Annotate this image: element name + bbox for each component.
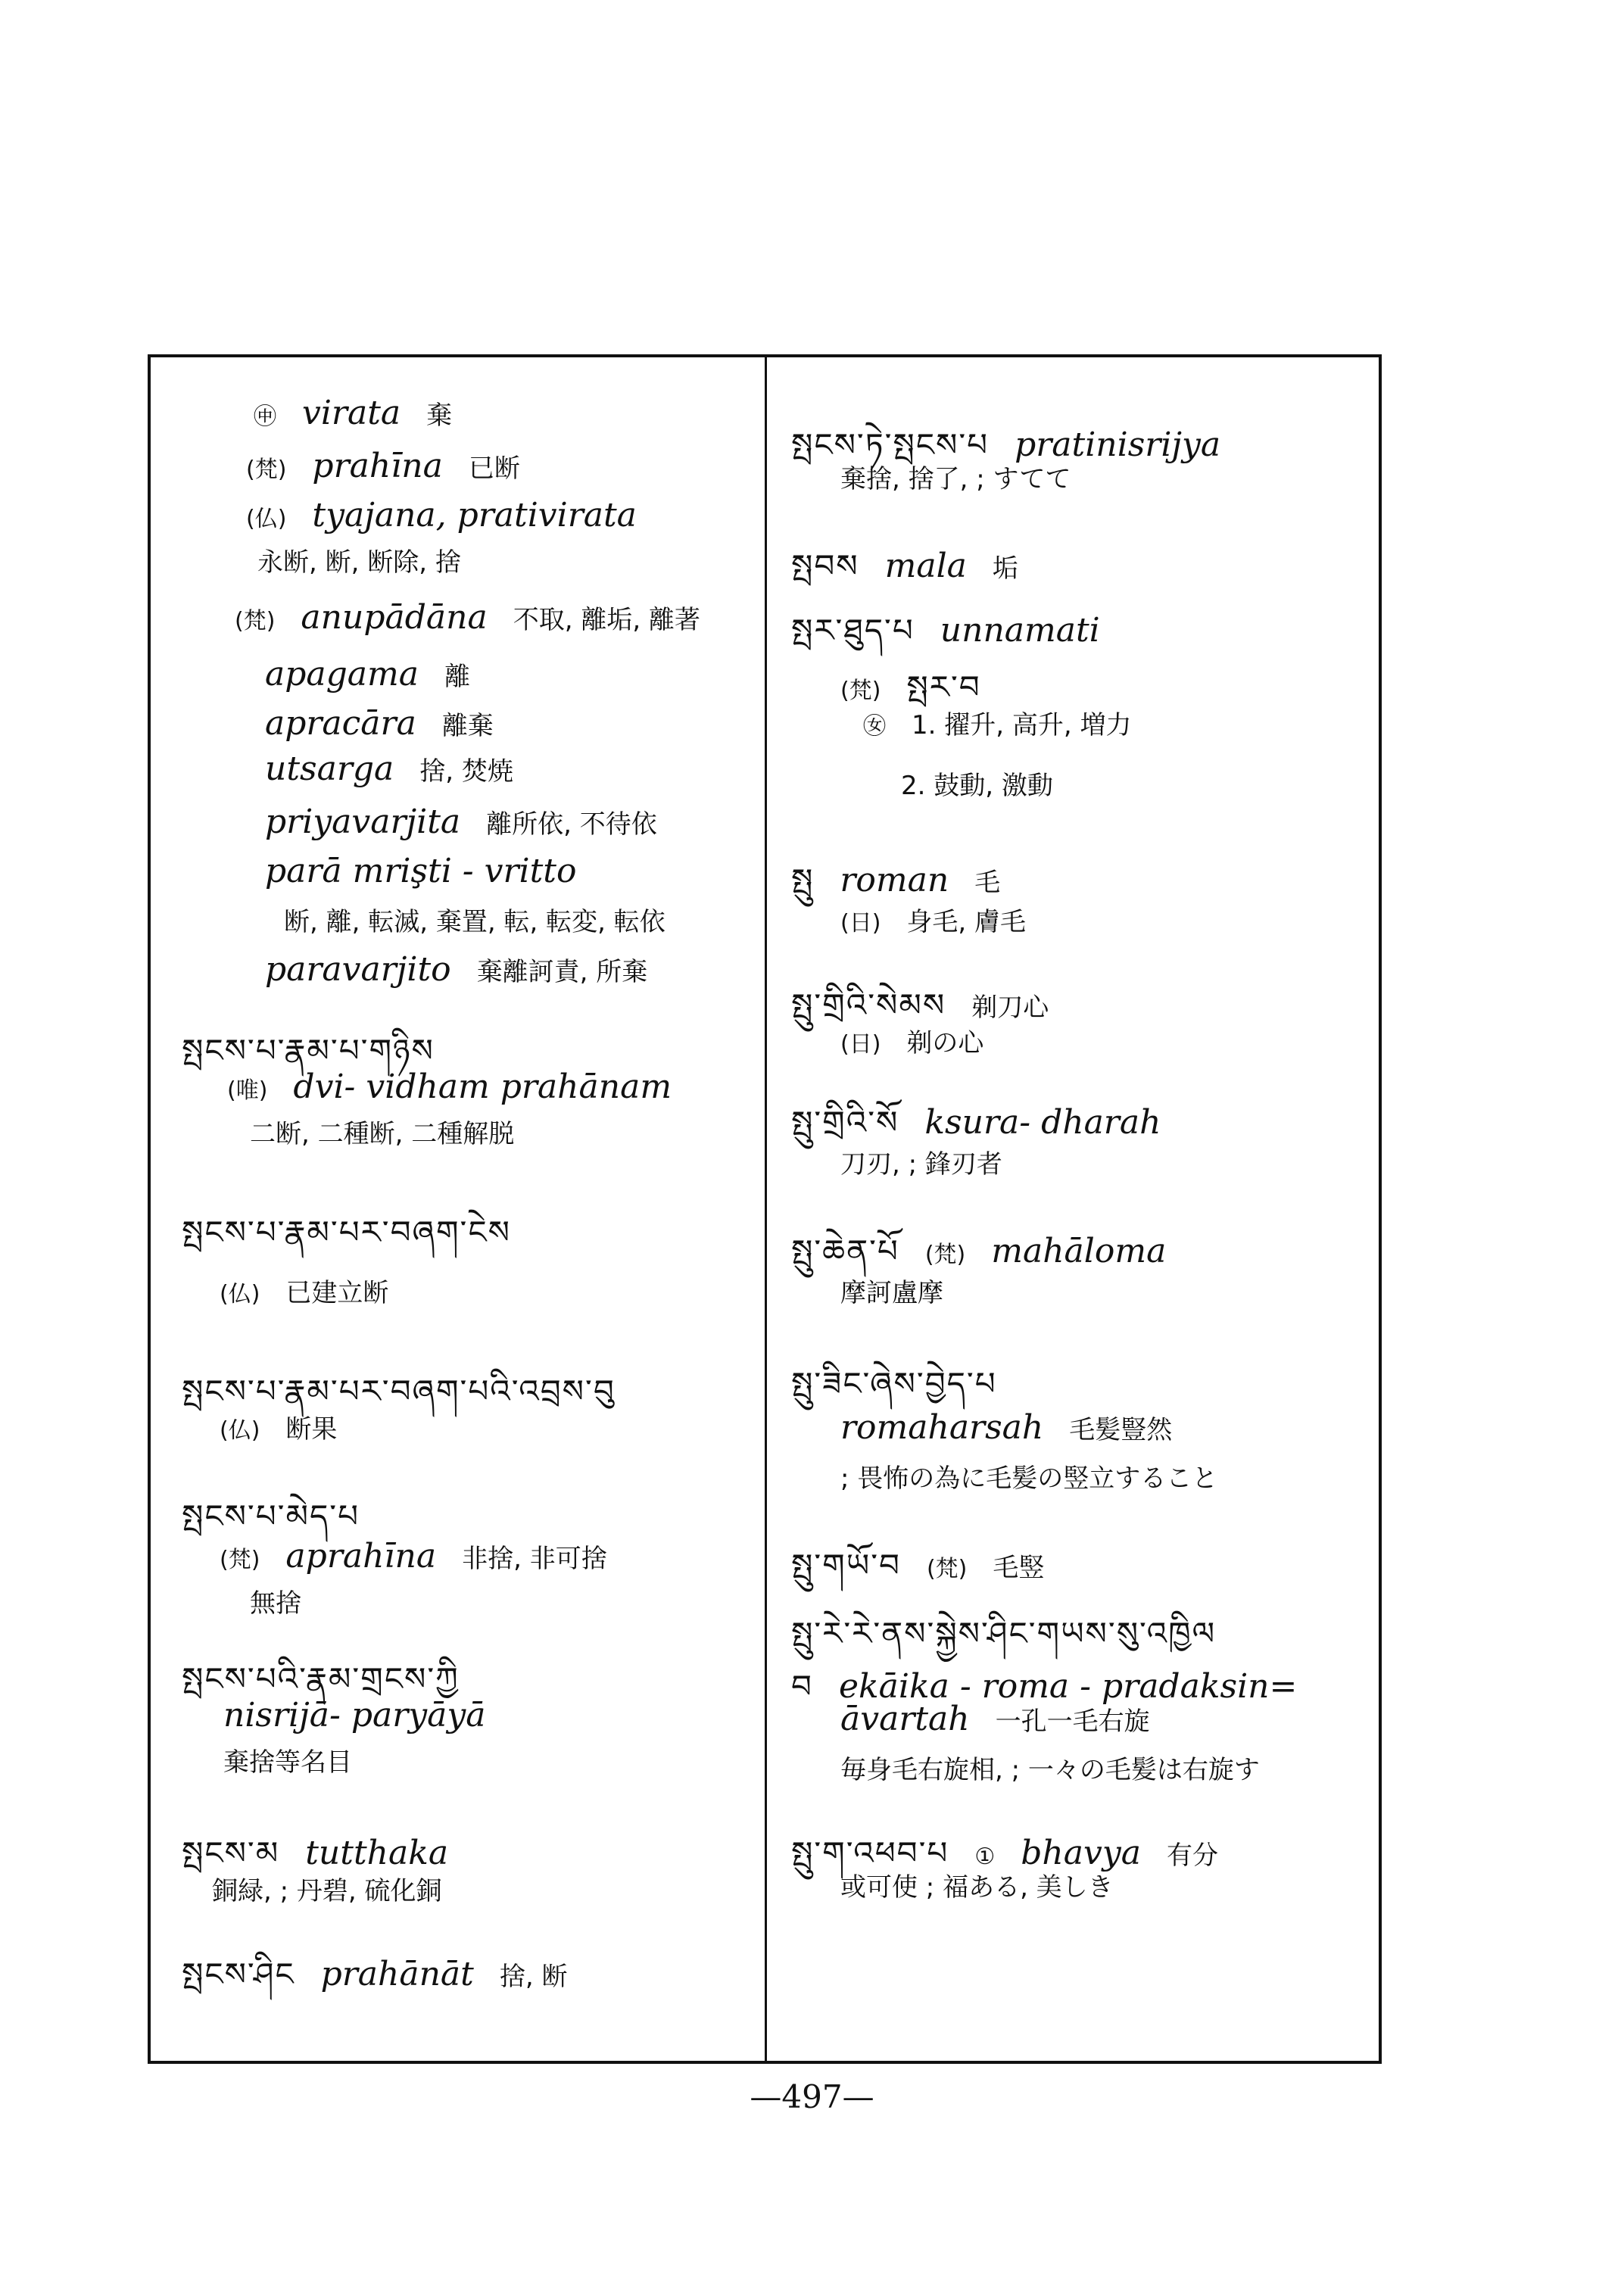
left-entry-line [250,1582,327,1619]
japanese-gloss: 毎身毛右旋相, ; 一々の毛髪は右旋す [840,1755,1260,1785]
left-entry-line [223,1741,378,1778]
tibetan-headword: སྤངས་པ་རྣམ་པ་གཉིས [182,1032,435,1069]
tibetan-headword: སྤངས་པ་རྣམ་པར་བཞག་པའི་འབྲས་བུ [182,1373,616,1410]
japanese-gloss: 有分 [1166,1840,1218,1871]
japanese-gloss: 1. 擢升, 高升, 増力 [912,710,1132,740]
right-entry-line [840,458,1097,495]
japanese-gloss: 剃の心 [906,1028,984,1058]
japanese-gloss: 銅緑, ; 丹碧, 硫化銅 [212,1876,442,1906]
column-divider [765,354,767,2064]
left-entry-line [223,1696,511,1735]
right-entry-line [901,765,1079,802]
sanskrit-term: aprahīna [285,1537,437,1576]
source-marker: (梵) [926,1556,968,1582]
left-entry-line [265,750,539,788]
tibetan-headword: སྤུ་ཆེན་པོ [791,1233,899,1270]
right-entry-line [840,901,1052,938]
japanese-gloss: 永断, 断, 断除, 捨 [257,547,461,578]
source-marker: (梵) [246,457,287,483]
japanese-gloss: 已断 [468,454,520,484]
left-entry-line [227,1068,697,1106]
left-entry-line [250,1113,540,1150]
tibetan-headword: སྤངས་མ [182,1834,280,1872]
tibetan-headword: སྤབས [791,547,859,584]
left-entry-line [257,541,487,578]
japanese-gloss: 已建立断 [285,1278,389,1308]
sanskrit-term: parā mrişti - vritto [265,852,577,890]
left-entry-line [284,901,691,938]
japanese-gloss: 毛竪 [993,1553,1045,1583]
right-entry-line [840,1022,1009,1059]
japanese-gloss: 一孔一毛右旋 [995,1706,1150,1737]
page-number: —497— [750,2078,874,2115]
japanese-gloss: 二断, 二種断, 二種解脱 [250,1119,515,1149]
right-entry-line [840,1143,1028,1180]
japanese-gloss: 身毛, 膚毛 [906,907,1027,937]
japanese-gloss: 棄離訶責, 所棄 [476,957,648,987]
right-entry-line [840,1272,969,1309]
right-entry-line [840,1866,1139,1903]
japanese-gloss: 摩訶盧摩 [840,1278,943,1308]
sanskrit-term: paravarjito [265,950,451,989]
sanskrit-term: utsarga [265,750,394,788]
sanskrit-term: apracāra [265,704,416,743]
tibetan-headword: སྤར་ཐུད་པ [791,612,915,649]
source-marker: (唯) [227,1077,268,1104]
tibetan-headword: སྤངས་ཏེ་སྤངས་པ [791,426,990,463]
sanskrit-term: prahānāt [320,1955,474,1993]
left-entry-line [246,496,662,535]
source-marker: (仏) [220,1417,260,1444]
japanese-gloss: 捨, 焚焼 [419,756,513,787]
sanskrit-term: prahīna [312,447,443,485]
sanskrit-term: roman [840,861,949,899]
source-marker: (仏) [220,1281,260,1308]
tibetan-headword: སྤུ་རེ་རེ་ནས་སྐྱེས་ཤིང་གཡས་སུ་འཁྱིལ [791,1615,1217,1652]
tibetan-headword: སྤངས་ཤིང [182,1956,295,1993]
japanese-gloss: 断, 離, 転滅, 棄置, 転, 転変, 転依 [284,907,665,937]
source-marker: ㊥ [254,404,276,430]
sanskrit-term: dvi- vidham prahānam [293,1068,672,1106]
japanese-gloss: 離 [444,662,470,692]
sanskrit-term: unnamati [940,611,1100,650]
japanese-gloss: 2. 鼓動, 激動 [901,771,1053,801]
tibetan-headword: སྤུ་ག་འཕབ་པ [791,1834,949,1872]
sanskrit-term: mahāloma [991,1232,1167,1270]
japanese-gloss: 毛 [974,868,1001,898]
sanskrit-term: apagama [265,655,419,693]
left-entry-line [246,447,546,485]
left-entry-line [182,1938,593,2028]
left-entry-line [220,1272,414,1309]
tibetan-headword: སྤངས་པ་མེད་པ [182,1498,360,1535]
japanese-gloss: 剃刀心 [971,993,1049,1023]
japanese-gloss: 棄 [426,401,453,431]
japanese-gloss: 或可使 ; 福ある, 美しき [840,1872,1114,1903]
source-marker: ① [974,1844,996,1870]
tibetan-headword: སྤུ་གྲིའི་སོ [791,1104,899,1141]
sanskrit-term: ksura- dharah [924,1103,1161,1142]
tibetan-headword: སྤུ་གཡོ་བ [791,1547,901,1584]
sanskrit-term: ekāika - roma - pradaksin= [838,1667,1298,1706]
tibetan-headword: སྤུ་ཟིང་ཞེས་བྱེད་པ [791,1365,997,1402]
tibetan-headword: སྤངས་པ་རྣམ་པར་བཞག་ངེས [182,1214,511,1251]
japanese-gloss: 毛髪豎然 [1069,1415,1173,1445]
sanskrit-term: mala [884,547,967,585]
sanskrit-term: nisrijā- paryāyā [223,1696,486,1735]
sanskrit-term: romaharsah [840,1408,1044,1447]
japanese-gloss: 断果 [285,1414,338,1445]
left-entry-line [265,950,673,989]
right-entry-line [840,1700,1176,1738]
japanese-gloss: 不取, 離垢, 離著 [513,605,700,635]
japanese-gloss: 離所依, 不待依 [486,809,657,840]
tibetan-headword: སྤངས་པའི་རྣམ་གྲངས་ཀྱི [182,1660,460,1697]
sanskrit-term: virata [302,394,401,432]
left-entry-line [254,394,478,432]
left-entry-line [265,704,519,743]
source-marker: (梵) [220,1547,260,1573]
japanese-gloss: 棄捨等名目 [223,1747,352,1778]
japanese-gloss: 無捨 [250,1588,301,1619]
source-marker: ㊛ [863,713,886,740]
tibetan-headword: སྤར་བ [906,669,981,706]
sanskrit-term: priyavarjita [265,803,461,841]
japanese-gloss: 棄捨, 捨了, ; すてて [840,464,1071,494]
left-entry-line [220,1537,633,1576]
japanese-gloss: 非捨, 非可捨 [462,1544,607,1574]
japanese-gloss: 離棄 [441,711,494,741]
japanese-gloss: ; 畏怖の為に毛髪の竪立すること [840,1463,1218,1494]
japanese-gloss: 捨, 断 [499,1962,568,1992]
right-entry-line [863,704,1157,741]
left-entry-line [235,598,726,637]
source-marker: (日) [840,1031,881,1058]
right-entry-line [840,1749,1286,1786]
left-entry-line [265,655,496,693]
sanskrit-term: āvartah [840,1700,970,1738]
japanese-gloss: 刀刃, ; 鋒刃者 [840,1149,1002,1180]
left-entry-line [265,803,683,841]
japanese-gloss: 垢 [992,553,1018,584]
left-entry-line [220,1408,363,1445]
source-marker: (梵) [840,678,881,704]
source-marker: (仏) [246,506,287,532]
source-marker: (梵) [235,608,276,634]
source-marker: (日) [840,910,881,937]
tibetan-headword: སྤུ་གྲིའི་སེམས [791,986,946,1024]
sanskrit-term: tutthaka [305,1834,449,1872]
tibetan-headword: བ [791,1668,813,1705]
tibetan-headword: སྤུ [791,862,815,899]
source-marker: (梵) [924,1242,966,1268]
sanskrit-term: pratinisrijya [1015,425,1221,464]
sanskrit-term: anupādāna [301,598,488,637]
left-entry-line [212,1870,468,1907]
sanskrit-term: tyajana, prativirata [312,496,637,535]
left-entry-line [265,852,602,890]
right-entry-line [840,1408,1198,1447]
sanskrit-term: bhavya [1021,1834,1141,1872]
right-entry-line [840,1457,1243,1495]
